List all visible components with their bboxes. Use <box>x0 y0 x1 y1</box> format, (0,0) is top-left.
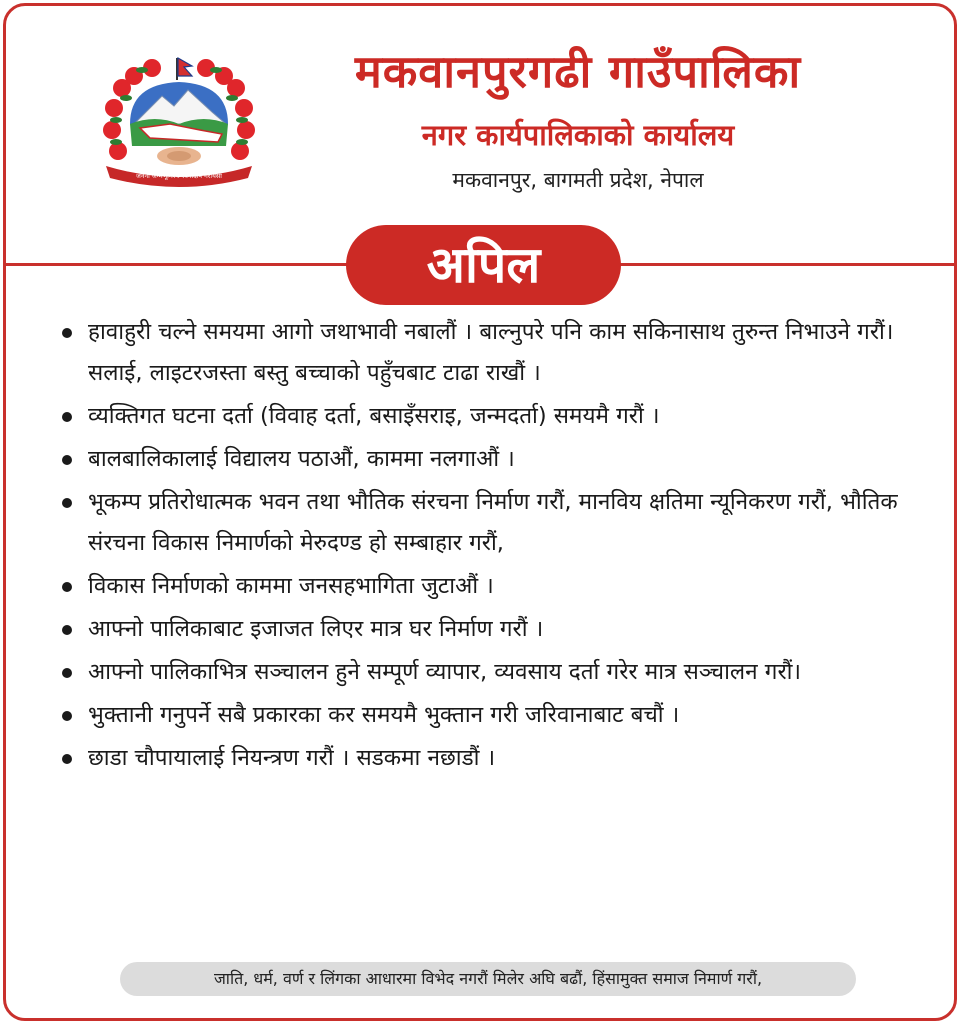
bullet-icon <box>62 412 72 422</box>
appeal-text: विकास निर्माणको काममा जनसहभागिता जुटाऔं । <box>88 573 494 599</box>
bullet-icon <box>62 498 72 508</box>
appeal-text: आफ्नो पालिकाबाट इजाजत लिएर मात्र घर निर्माण गरौं । <box>88 616 544 642</box>
address-line: मकवानपुर, बागमती प्रदेश, नेपाल <box>452 168 704 192</box>
footer-slogan: जाति, धर्म, वर्ण र लिंगका आधारमा विभेद नगरौं मिलेर अघि बढौं, हिंसामुक्त समाज निमार्ण गरौं, <box>120 962 856 996</box>
list-item <box>58 652 928 693</box>
bullet-icon <box>62 625 72 635</box>
bullet-icon <box>62 668 72 678</box>
bullet-icon <box>62 582 72 592</box>
appeal-list <box>58 312 928 781</box>
appeal-text: बालबालिकालाई विद्यालय पठाऔं, काममा नलगाऔं । <box>88 446 515 472</box>
list-item <box>58 482 928 564</box>
nepal-emblem-icon <box>100 54 258 188</box>
appeal-text: हावाहुरी चल्ने समयमा आगो जथाभावी नबालौं । बाल्नुपरे पनि काम सकिनासाथ तुरुन्त निभाउने गरौं। सलाई, लाइटरजस्ता बस्तु बच्चाको पहुँचबाट टाढा राखौं । <box>88 319 894 386</box>
list-item <box>58 439 928 480</box>
appeal-text: छाडा चौपायालाई नियन्त्रण गरौं । सडकमा नछाडौं । <box>88 745 496 771</box>
emblem-motto: जननी जन्मभूमिश्च स्वर्गादपि गरीयसी <box>136 172 222 180</box>
bullet-icon <box>62 711 72 721</box>
list-item <box>58 695 928 736</box>
municipality-title: मकवानपुरगढी गाउँपालिका <box>354 45 802 98</box>
appeal-banner: अपिल <box>346 225 621 305</box>
appeal-text: भुक्तानी गनुपर्ने सबै प्रकारका कर समयमै भुक्तान गरी जरिवानाबाट बचौं । <box>88 702 680 728</box>
office-subtitle: नगर कार्यपालिकाको कार्यालय <box>421 118 735 152</box>
appeal-text: भूकम्प प्रतिरोधात्मक भवन तथा भौतिक संरचना निर्माण गरौं, मानविय क्षतिमा न्यूनिकरण गरौं, भौतिक संरचना विकास निमार्णको मेरुदण्ड हो सम्बाहार गरौं, <box>88 489 898 556</box>
list-item <box>58 312 928 394</box>
bullet-icon <box>62 455 72 465</box>
appeal-text: व्यक्तिगत घटना दर्ता (विवाह दर्ता, बसाइँसराइ, जन्मदर्ता) समयमै गरौं । <box>88 403 660 429</box>
bullet-icon <box>62 328 72 338</box>
bullet-icon <box>62 754 72 764</box>
list-item <box>58 609 928 650</box>
list-item <box>58 566 928 607</box>
list-item <box>58 396 928 437</box>
appeal-text: आफ्नो पालिकाभित्र सञ्चालन हुने सम्पूर्ण व्यापार, व्यवसाय दर्ता गरेर मात्र सञ्चालन गरौं। <box>88 659 802 685</box>
list-item <box>58 738 928 779</box>
